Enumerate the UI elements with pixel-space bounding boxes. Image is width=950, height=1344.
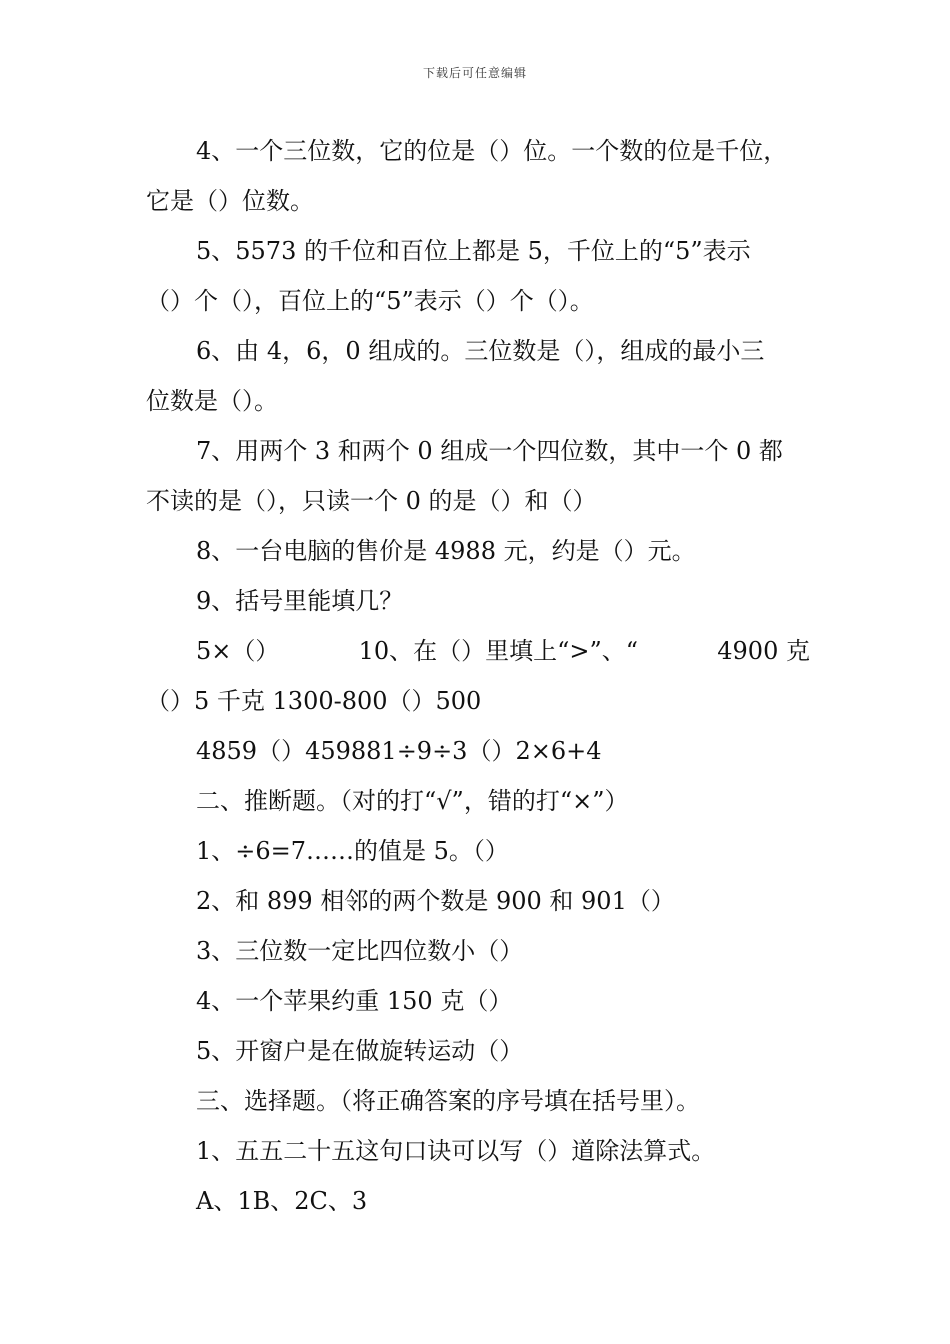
question-10-line-2: （）5 千克 1300-800（）500 [146, 687, 482, 715]
judgment-5: 5、开窗户是在做旋转运动（） [196, 1037, 524, 1065]
question-4-line-2: 它是（）位数。 [146, 187, 314, 215]
question-8: 8、一台电脑的售价是 4988 元，约是（）元。 [196, 537, 696, 565]
question-5-line-2: （）个（），百位上的“5”表示（）个（）。 [146, 287, 594, 315]
section-2-heading: 二、推断题。（对的打“√”，错的打“×”） [196, 787, 629, 815]
page-header: 下载后可任意编辑 [422, 66, 527, 80]
question-6-line-2: 位数是（）。 [146, 387, 278, 415]
question-7-line-2: 不读的是（），只读一个 0 的是（）和（） [146, 487, 597, 515]
question-6-line-1: 6、由 4，6，0 组成的。三位数是（），组成的最小三 [196, 337, 765, 365]
question-5-line-1: 5、5573 的千位和百位上都是 5，千位上的“5”表示 [196, 237, 751, 265]
question-9-10-mixed-line [146, 626, 810, 676]
judgment-3: 3、三位数一定比四位数小（） [196, 937, 524, 965]
section-3-heading: 三、选择题。（将正确答案的序号填在括号里）。 [196, 1087, 700, 1115]
judgment-2: 2、和 899 相邻的两个数是 900 和 901（） [196, 887, 675, 915]
question-7-line-1: 7、用两个 3 和两个 0 组成一个四位数，其中一个 0 都 [196, 437, 783, 465]
judgment-4: 4、一个苹果约重 150 克（） [196, 987, 513, 1015]
question-10-item-weight: 4900 克 [717, 637, 810, 665]
choice-1-options: A、1B、2C、3 [196, 1187, 368, 1215]
question-10-prompt: 10、在（）里填上“>”、“ [358, 637, 639, 665]
document-body [146, 126, 810, 1226]
question-10-line-3: 4859（）459881÷9÷3（）2×6+4 [196, 737, 602, 765]
question-4-line-1: 4、一个三位数，它的位是（）位。一个数的位是千位， [196, 137, 788, 165]
judgment-1: 1、÷6=7……的值是 5。（） [196, 837, 509, 865]
choice-1: 1、五五二十五这句口诀可以写（）道除法算式。 [196, 1137, 716, 1165]
question-9: 9、括号里能填几？ [196, 587, 404, 615]
question-9-item: 5×（） [196, 637, 280, 665]
